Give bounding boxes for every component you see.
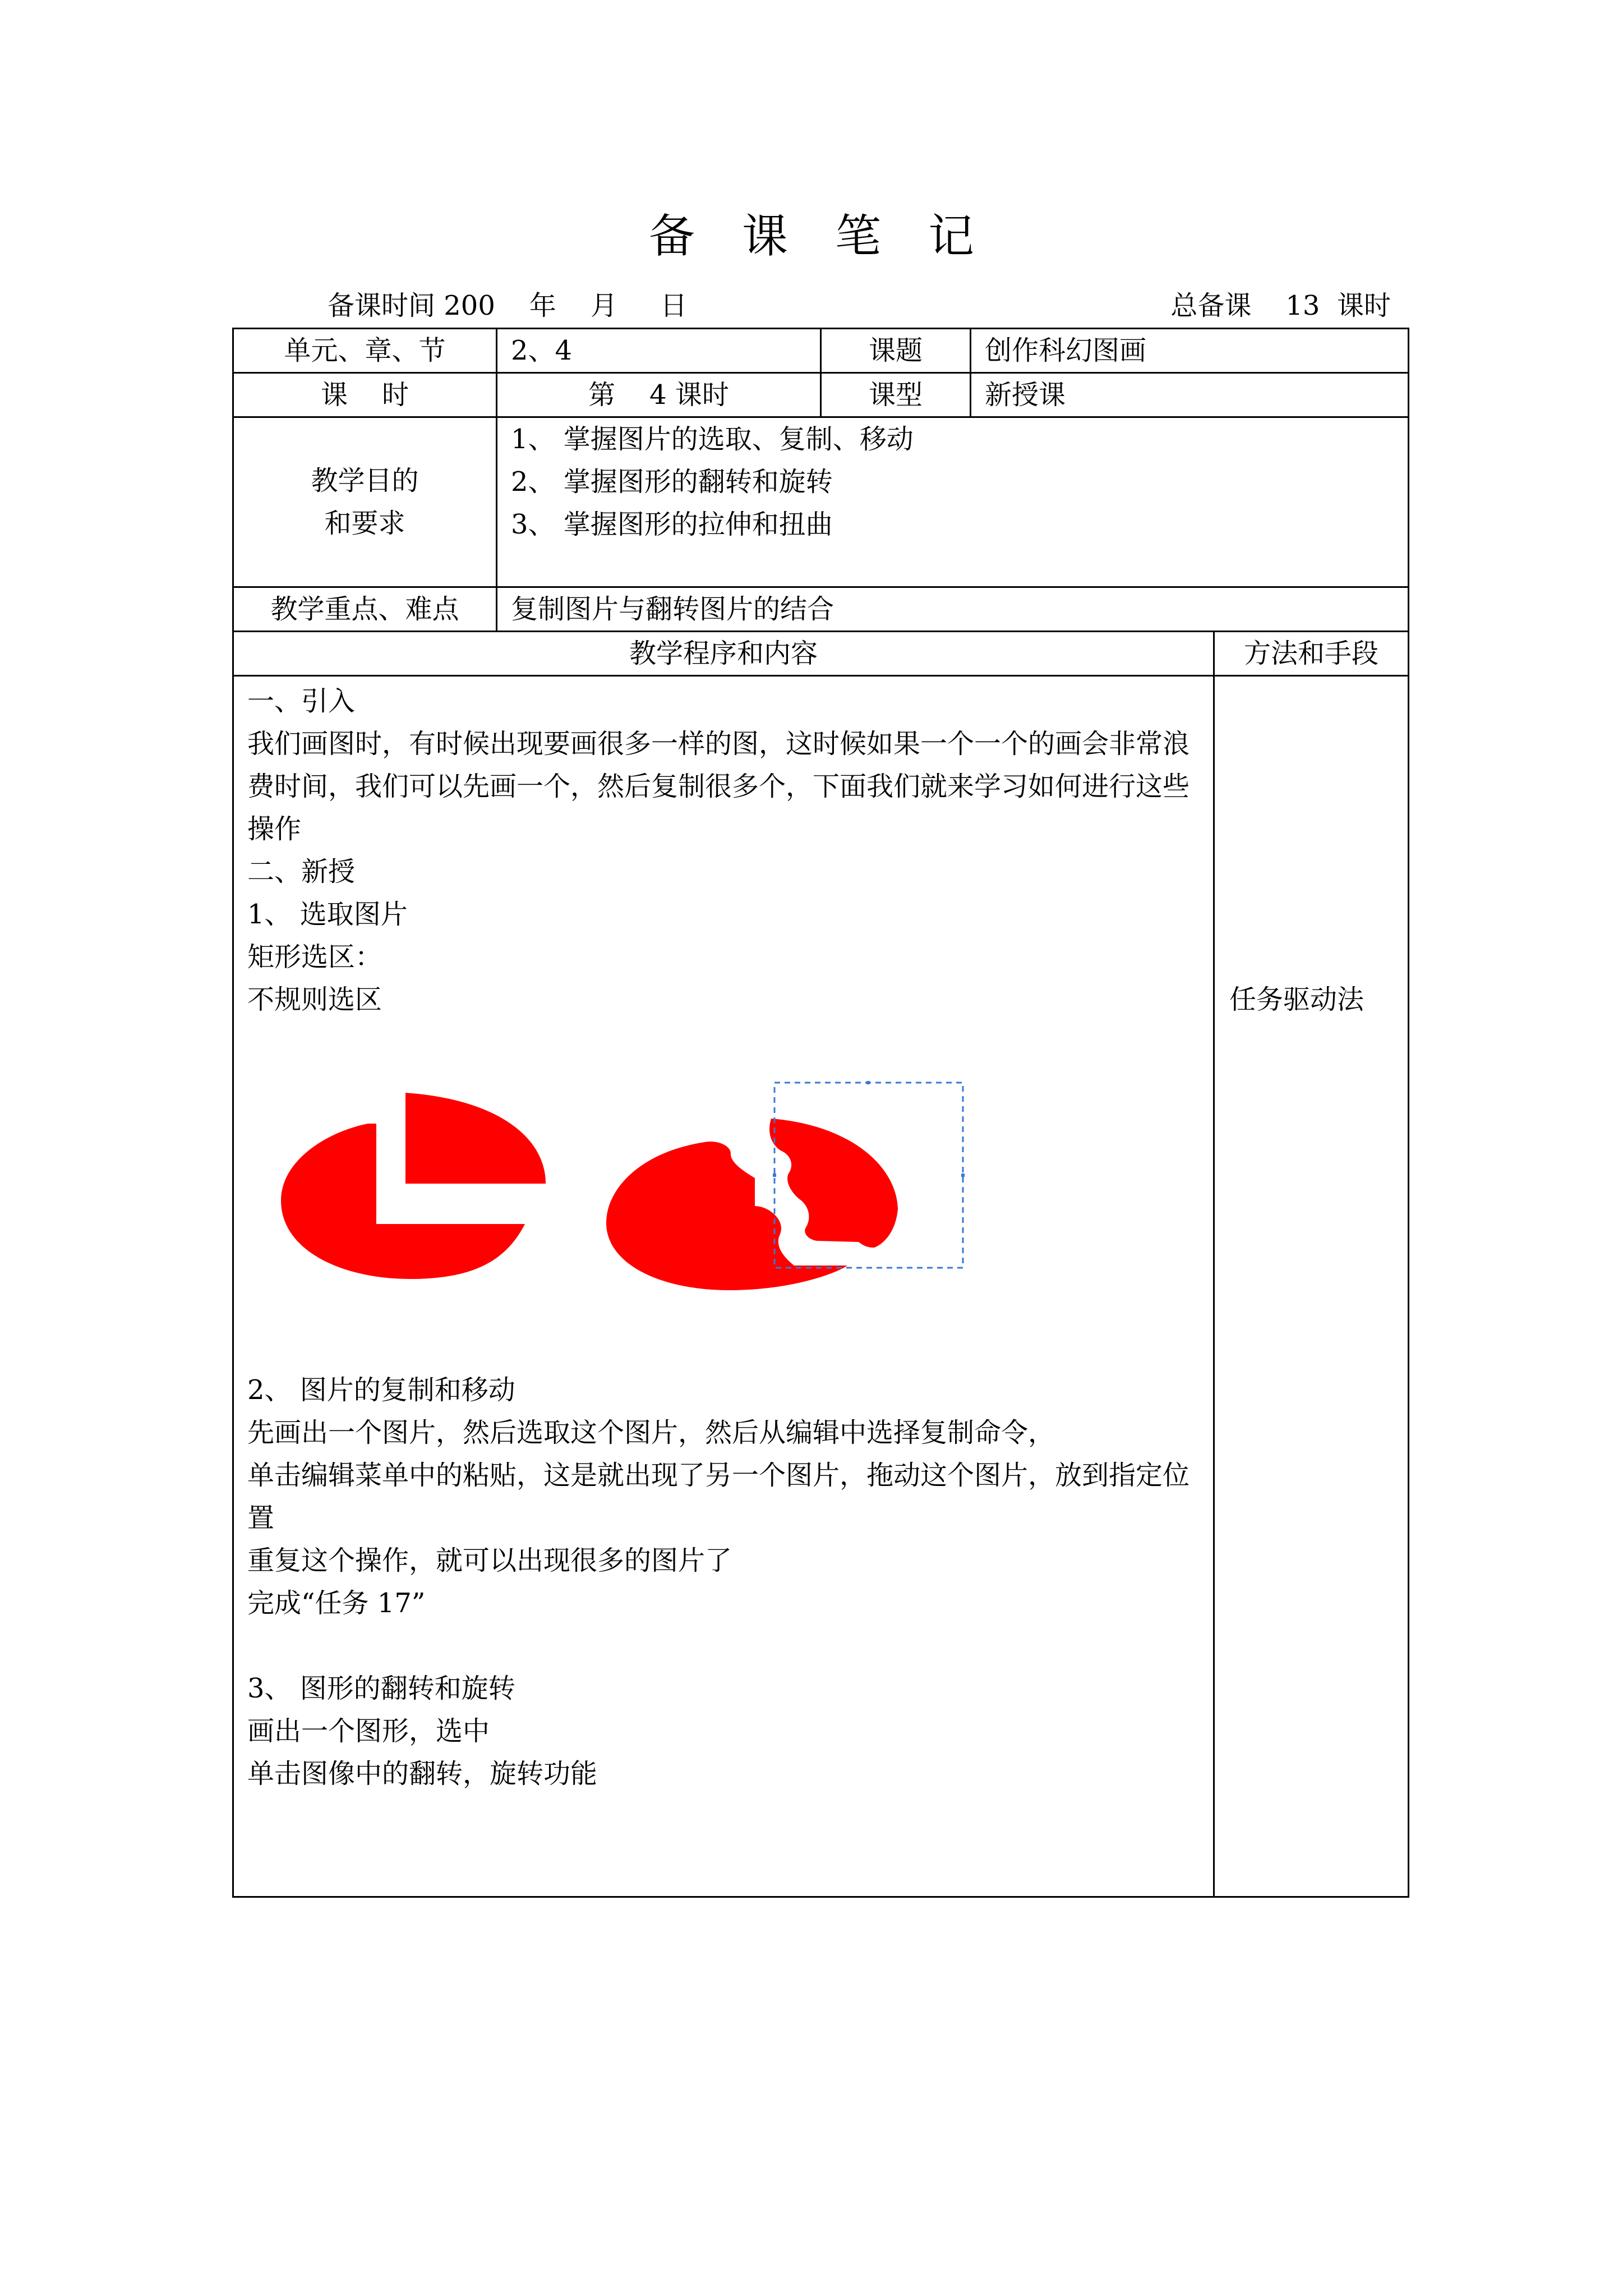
title-char: 记 [928, 210, 975, 263]
title-char: 课 [741, 210, 788, 263]
paragraph: 完成“任务 17” [247, 1588, 426, 1619]
total-periods: 总备课 13 课时 [1170, 290, 1391, 321]
type-value: 新授课 [971, 373, 1409, 417]
section-heading: 一、引入 [247, 685, 356, 717]
goals-label-line: 教学目的 [311, 465, 419, 496]
subsection-heading: 3、 图形的翻转和旋转 [247, 1673, 515, 1704]
method-content [1214, 676, 1409, 1897]
subsection-heading: 2、 图片的复制和移动 [247, 1374, 515, 1406]
focus-label: 教学重点、难点 [233, 587, 497, 632]
prep-time: 备课时间 200 年 月 日 [328, 290, 688, 321]
selection-illustrations [247, 1021, 1200, 1369]
period-value: 第 4 课时 [497, 373, 821, 417]
type-label: 课型 [821, 373, 971, 417]
paragraph: 我们画图时，有时候出现要画很多一样的图，这时候如果一个一个的画会非常浪费时间，我们可以先画一个，然后复制很多个，下面我们就来学习如何进行这些操作 [247, 728, 1190, 845]
paragraph: 先画出一个图片，然后选取这个图片，然后从编辑中选择复制命令， [247, 1417, 1055, 1448]
selection-figures [247, 1021, 1201, 1369]
blank-line [247, 1625, 1200, 1667]
paragraph: 重复这个操作，就可以出现很多的图片了 [247, 1545, 732, 1576]
paragraph: 矩形选区： [247, 941, 382, 973]
focus-value: 复制图片与翻转图片的结合 [497, 587, 1409, 632]
selection-handle [866, 1081, 870, 1084]
title-char: 笔 [835, 210, 882, 263]
title-char: 备 [648, 210, 695, 263]
method-value: 任务驱动法 [1229, 984, 1364, 1015]
table-row [233, 373, 1409, 417]
goal-item: 1、 掌握图片的选取、复制、移动 [511, 424, 914, 455]
procedure-content [233, 676, 1214, 1897]
table-row [233, 587, 1409, 632]
procedure-header: 教学程序和内容 [233, 632, 1214, 676]
paragraph: 单击图像中的翻转，旋转功能 [247, 1758, 598, 1789]
table-row [233, 329, 1409, 373]
goal-item: 3、 掌握图形的拉伸和扭曲 [511, 509, 833, 540]
goals-list [497, 417, 1409, 587]
goals-label-line: 和要求 [324, 508, 405, 539]
paragraph: 画出一个图形，选中 [247, 1715, 490, 1747]
period-label: 课 时 [233, 373, 497, 417]
table-row [233, 417, 1409, 587]
topic-label: 课题 [821, 329, 971, 373]
selection-handle [961, 1174, 965, 1177]
section-heading: 二、新授 [247, 856, 356, 887]
method-header: 方法和手段 [1214, 632, 1409, 676]
topic-value: 创作科幻图画 [971, 329, 1409, 373]
paragraph: 不规则选区 [247, 984, 382, 1015]
selection-handle [773, 1174, 776, 1177]
goals-label [233, 417, 497, 587]
goal-item: 2、 掌握图形的翻转和旋转 [511, 466, 833, 498]
freeform-selection-figure [606, 1081, 965, 1290]
unit-value: 2、4 [497, 329, 821, 373]
subsection-heading: 1、 选取图片 [247, 899, 408, 930]
pie-shape-moved-piece [405, 1093, 546, 1184]
page-title [0, 209, 1623, 265]
pie-shape-moved-piece [769, 1119, 898, 1248]
paragraph: 单击编辑菜单中的粘贴，这是就出现了另一个图片，拖动这个图片，放到指定位置 [247, 1460, 1190, 1534]
lesson-plan-table [232, 328, 1409, 1898]
rect-selection-figure [281, 1093, 546, 1279]
table-row [233, 632, 1409, 676]
table-row [233, 676, 1409, 1897]
unit-label: 单元、章、节 [233, 329, 497, 373]
